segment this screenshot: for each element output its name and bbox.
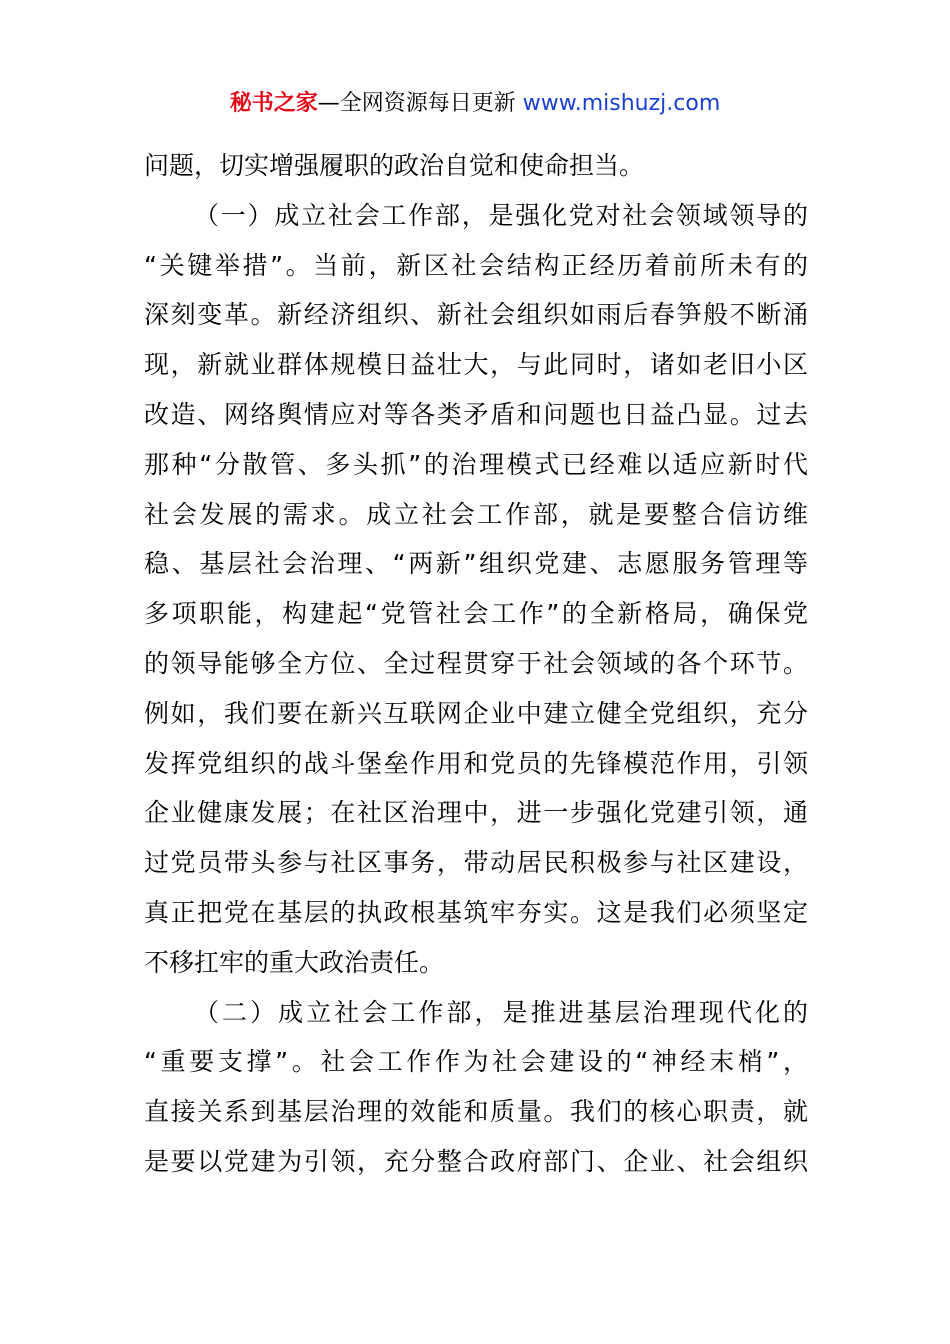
text-line: 真正把党在基层的执政根基筑牢夯实。这是我们必须坚定	[144, 897, 808, 927]
text-line: 那种“分散管、多头抓”的治理模式已经难以适应新时代	[144, 449, 808, 479]
site-header	[0, 88, 950, 120]
site-url-link[interactable]: www.mishuzj.com	[522, 91, 721, 116]
paragraph-heading-2: （二）成立社会工作部，是推进基层治理现代化的	[194, 997, 808, 1027]
text-line: 发挥党组织的战斗堡垒作用和党员的先锋模范作用，引领	[144, 748, 808, 778]
text-line: 企业健康发展；在社区治理中，进一步强化党建引领，通	[144, 798, 808, 828]
document-body	[144, 146, 808, 1192]
text-line: 社会发展的需求。成立社会工作部，就是要整合信访维	[144, 499, 808, 529]
text-line: 问题，切实增强履职的政治自觉和使命担当。	[144, 151, 645, 180]
text-line: 多项职能，构建起“党管社会工作”的全新格局，确保党	[144, 599, 808, 629]
text-line: 过党员带头参与社区事务，带动居民积极参与社区建设，	[144, 848, 808, 878]
brand-name: 秘书之家	[229, 91, 318, 116]
text-line: 不移扛牢的重大政治责任。	[144, 947, 445, 977]
text-line: 深刻变革。新经济组织、新社会组织如雨后春笋般不断涌	[144, 300, 808, 330]
paragraph-heading-1: （一）成立社会工作部，是强化党对社会领域领导的	[194, 200, 808, 230]
text-line: 现，新就业群体规模日益壮大，与此同时，诸如老旧小区	[144, 350, 808, 380]
text-line: 直接关系到基层治理的效能和质量。我们的核心职责，就	[144, 1097, 808, 1127]
text-line: 稳、基层社会治理、“两新”组织党建、志愿服务管理等	[144, 549, 808, 579]
text-line: 例如，我们要在新兴互联网企业中建立健全党组织，充分	[144, 698, 808, 728]
text-line: “重要支撑”。社会工作作为社会建设的“神经末梢”，	[144, 1047, 808, 1077]
text-line: 是要以党建为引领，充分整合政府部门、企业、社会组织	[144, 1146, 808, 1176]
text-line: 改造、网络舆情应对等各类矛盾和问题也日益凸显。过去	[144, 399, 808, 429]
header-tagline: —全网资源每日更新	[317, 91, 523, 116]
text-line: 的领导能够全方位、全过程贯穿于社会领域的各个环节。	[144, 648, 808, 678]
text-line: “关键举措”。当前，新区社会结构正经历着前所未有的	[144, 250, 808, 280]
